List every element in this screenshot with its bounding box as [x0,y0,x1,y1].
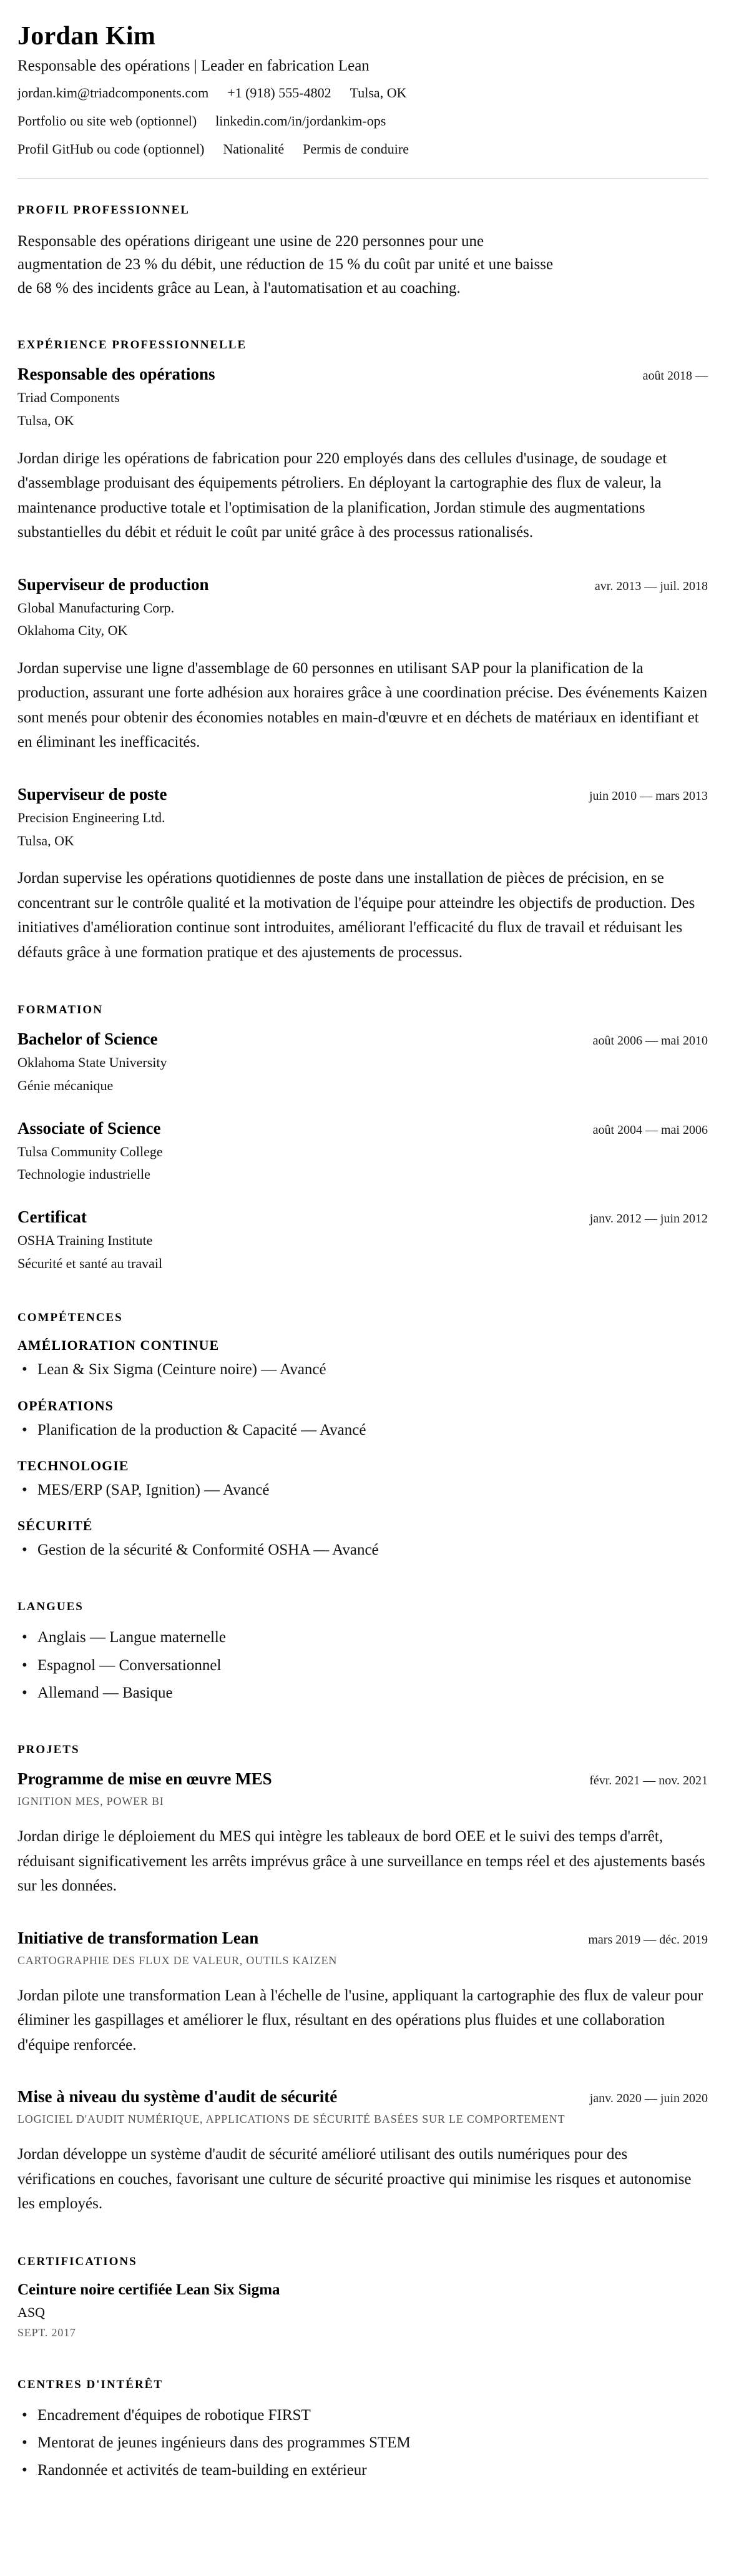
skills-section-heading: COMPÉTENCES [17,1311,123,1325]
section-interests [17,2378,708,2482]
contact-github: Profil GitHub ou code (optionnel) [17,140,205,157]
project-title: Initiative de transformation Lean [17,1928,259,1947]
project-dates: févr. 2021 — nov. 2021 [589,1774,708,1788]
job-title: Responsable des opérations [17,365,215,384]
skills-group [17,1337,708,1381]
job-header [17,785,708,804]
education-header [17,1119,708,1138]
job-company: Triad Components [17,390,120,406]
project-header [17,2087,708,2107]
skill-item: • Gestion de la sécurité & Conformité OSHA — Avancé [17,1539,708,1561]
section-certifications [17,2255,708,2339]
contact-row-3 [17,139,708,159]
section-education [17,1003,708,1272]
candidate-name: Jordan Kim [17,22,156,51]
contact-phone: +1 (918) 555-4802 [227,85,331,101]
education-entry [17,1030,708,1094]
education-section-heading: FORMATION [17,1003,103,1017]
header-divider [17,178,708,179]
skills-list [17,1419,708,1442]
languages-section-heading: LANGUES [17,1600,84,1614]
profile-text: Responsable des opérations dirigeant une usine de 220 personnes pour une augmentation de 23 % du débit, une réduction de 15 % du coût par unité et une baisse de 68 % des incidents grâce au Lean, à l'automatisation et au coaching. [17,232,554,297]
education-header [17,1030,708,1049]
field-of-study: Technologie industrielle [17,1166,150,1182]
school-name: OSHA Training Institute [17,1232,153,1249]
project-description: Jordan dirige le déploiement du MES qui intègre les tableaux de bord OEE et le suivi des temps d'arrêt, réduisant significativement les arrêts imprévus grâce à une surveillance en temps réel et des ajustements basés sur les données. [17,1828,705,1895]
school-name: Tulsa Community College [17,1143,163,1159]
degree-title: Associate of Science [17,1118,161,1138]
interest-item: • Mentorat de jeunes ingénieurs dans des programmes STEM [17,2432,708,2454]
degree-title: Certificat [17,1207,87,1227]
experience-entry [17,575,708,755]
skills-group [17,1398,708,1442]
interests-list [17,2404,708,2482]
job-dates: août 2018 — [642,369,708,383]
projects-section-heading: PROJETS [17,1743,80,1757]
certification-entry [17,2281,708,2339]
section-projects [17,1743,708,2216]
project-entry [17,1769,708,1899]
project-tools: CARTOGRAPHIE DES FLUX DE VALEUR, OUTILS KAIZEN [17,1954,338,1967]
section-skills [17,1311,708,1561]
project-description: Jordan pilote une transformation Lean à l'échelle de l'usine, appliquant la cartographie des flux de valeur pour éliminer les gaspillages et améliorer le flux, résultant en des opérations plus fluides et une collaboration d'équipe renforcée. [17,1987,703,2053]
job-location: Tulsa, OK [17,832,74,848]
interests-section-heading: CENTRES D'INTÉRÊT [17,2377,164,2391]
education-dates: août 2006 — mai 2010 [592,1034,708,1048]
contact-linkedin: linkedin.com/in/jordankim-ops [215,112,386,129]
section-languages [17,1600,708,1704]
project-title: Programme de mise en œuvre MES [17,1769,272,1789]
job-location: Oklahoma City, OK [17,622,128,639]
job-company: Global Manufacturing Corp. [17,599,175,616]
job-header [17,575,708,594]
experience-section-heading: EXPÉRIENCE PROFESSIONNELLE [17,338,247,352]
skill-item: • Lean & Six Sigma (Ceinture noire) — Avancé [17,1359,708,1381]
certification-date: SEPT. 2017 [17,2326,76,2339]
degree-title: Bachelor of Science [17,1030,158,1049]
job-dates: juin 2010 — mars 2013 [589,789,708,803]
education-header [17,1207,708,1227]
contact-driving-license: Permis de conduire [303,140,409,157]
job-dates: avr. 2013 — juil. 2018 [594,579,708,593]
field-of-study: Sécurité et santé au travail [17,1255,163,1271]
job-description: Jordan supervise les opérations quotidiennes de poste dans une installation de pièces de précision, en se concentrant sur le contrôle qualité et la motivation de l'équipe pour atteindre les objectifs de production. Des initiatives d'amélioration continue sont introduites, améliorant l'efficacité du flux de travail et réduisant les défauts grâce à une formation pratique et des ajustements de processus. [17,870,695,961]
education-dates: août 2004 — mai 2006 [592,1123,708,1137]
school-name: Oklahoma State University [17,1054,167,1071]
job-description: Jordan dirige les opérations de fabrication pour 220 employés dans des cellules d'usinage, de soudage et d'assemblage produisant des équipements pétroliers. En déployant la cartographie des flux de valeur, la maintenance productive totale et l'optimisation de la planification, Jordan stimule des augmentations substantielles du débit et réduit le coût par unité grâce à des processus rationalisés. [17,450,667,541]
contact-email: jordan.kim@triadcomponents.com [17,85,209,101]
job-company: Precision Engineering Ltd. [17,809,165,825]
certifications-section-heading: CERTIFICATIONS [17,2254,137,2268]
project-description: Jordan développe un système d'audit de sécurité amélioré utilisant des outils numériques pour des vérifications en couches, favorisant une culture de sécurité proactive qui minimise les risques et autonomise les employés. [17,2146,692,2213]
skills-list [17,1479,708,1502]
skill-item: • Planification de la production & Capacité — Avancé [17,1419,708,1442]
education-dates: janv. 2012 — juin 2012 [589,1212,708,1226]
job-title: Superviseur de poste [17,784,167,804]
skills-group [17,1458,708,1502]
language-item: • Allemand — Basique [17,1682,708,1704]
project-entry [17,2087,708,2216]
certification-issuer: ASQ [17,2304,46,2320]
interest-item: • Randonnée et activités de team-building en extérieur [17,2459,708,2482]
project-header [17,1929,708,1948]
candidate-title: Responsable des opérations | Leader en fabrication Lean [17,57,370,74]
skills-list [17,1359,708,1381]
contact-location: Tulsa, OK [350,85,407,101]
language-item: • Espagnol — Conversationnel [17,1654,708,1677]
job-description: Jordan supervise une ligne d'assemblage de 60 personnes en utilisant SAP pour la planification de la production, assurant une forte adhésion aux horaires grâce à une coordination précise. Des événements Kaizen sont menés pour obtenir des économies notables en main-d'œuvre et en déchets de matériaux en identifiant et en éliminant les inefficacités. [17,659,708,751]
skills-list [17,1539,708,1561]
skill-item: • MES/ERP (SAP, Ignition) — Avancé [17,1479,708,1502]
contact-nationality: Nationalité [223,140,285,157]
contact-row-2 [17,111,708,131]
job-header [17,365,708,384]
job-location: Tulsa, OK [17,412,74,428]
project-title: Mise à niveau du système d'audit de sécurité [17,2087,338,2107]
section-profile [17,204,708,300]
skills-category: AMÉLIORATION CONTINUE [17,1337,220,1354]
language-item: • Anglais — Langue maternelle [17,1626,708,1649]
skills-group [17,1518,708,1561]
experience-entry [17,785,708,965]
job-title: Superviseur de production [17,574,209,594]
skills-category: TECHNOLOGIE [17,1457,129,1473]
project-dates: janv. 2020 — juin 2020 [589,2092,708,2106]
project-tools: LOGICIEL D'AUDIT NUMÉRIQUE, APPLICATIONS DE SÉCURITÉ BASÉES SUR LE COMPORTEMENT [17,2113,565,2126]
interest-item: • Encadrement d'équipes de robotique FIRST [17,2404,708,2427]
project-tools: IGNITION MES, POWER BI [17,1795,164,1808]
contact-row-1 [17,83,708,103]
project-header [17,1769,708,1789]
section-experience [17,338,708,965]
certification-title: Ceinture noire certifiée Lean Six Sigma [17,2281,280,2298]
project-dates: mars 2019 — déc. 2019 [588,1932,708,1947]
field-of-study: Génie mécanique [17,1077,114,1093]
skills-category: OPÉRATIONS [17,1397,114,1413]
skills-category: SÉCURITÉ [17,1518,93,1534]
experience-entry [17,365,708,544]
languages-list [17,1626,708,1704]
profile-section-heading: PROFIL PROFESSIONNEL [17,203,190,217]
education-entry [17,1207,708,1272]
contact-portfolio: Portfolio ou site web (optionnel) [17,112,197,129]
resume-header [17,21,708,179]
education-entry [17,1119,708,1184]
project-entry [17,1929,708,2058]
